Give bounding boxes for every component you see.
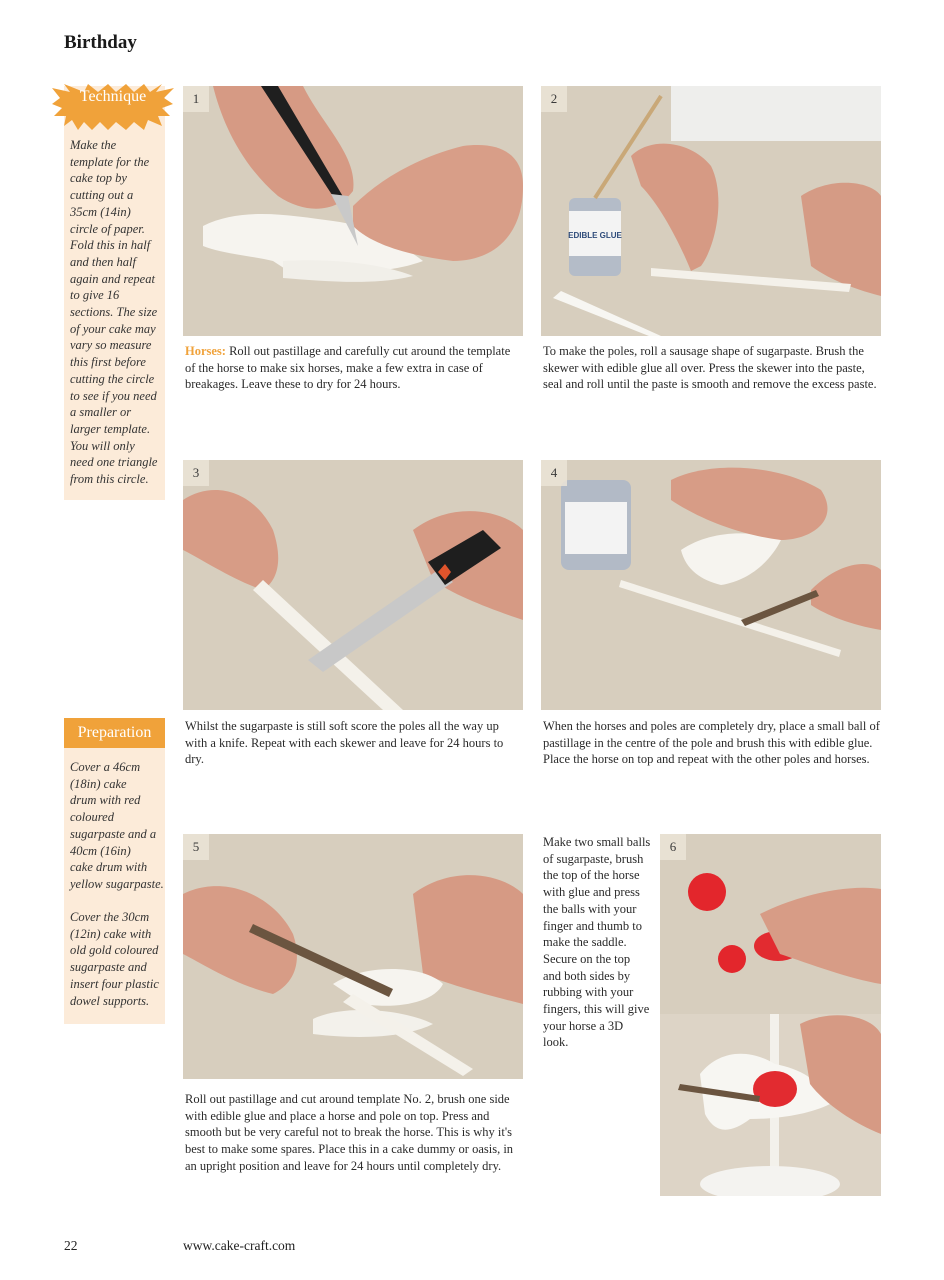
- step-1-number: 1: [183, 86, 209, 112]
- step-1-photo: [183, 86, 523, 336]
- step-2-photo: [541, 86, 881, 336]
- page-number: 22: [64, 1238, 78, 1253]
- step-4-number: 4: [541, 460, 567, 486]
- step-3-photo: [183, 460, 523, 710]
- step-4-photo: [541, 460, 881, 710]
- step-5-caption: Roll out pastillage and cut around template No. 2, brush one side with edible glue and place a horse and pole on top. Press and smooth but be very careful not to break the horse. This is why it's best to make some spares. Place this in a cake dummy or oasis, in an upright position and leave for 24 hours until completely dry.: [185, 1092, 514, 1173]
- technique-label: Technique: [79, 88, 147, 105]
- step-5-number: 5: [183, 834, 209, 860]
- step-1-caption: [185, 343, 523, 393]
- preparation-header: Preparation: [64, 718, 165, 748]
- step-4-caption: When the horses and poles are completely dry, place a small ball of pastillage in the centre of the pole and brush this with edible glue. Place the horse on top and repeat with the other poles and horses.: [543, 719, 880, 767]
- step-6-caption: Make two small balls of sugarpaste, brush the top of the horse with glue and press the balls with your finger and thumb to make the saddle. Secure on the top and both sides by rubbing with your fingers, this will give your horse a 3D look.: [543, 835, 651, 1050]
- step-1-caption-text: Roll out pastillage and carefully cut around the template of the horse to make six horses, make a few extra in case of breakages. Leave these to dry for 24 hours.: [185, 344, 511, 392]
- preparation-text-2: Cover the 30cm (12in) cake with old gold coloured sugarpaste and insert four plastic dowel supports.: [70, 910, 159, 1008]
- step-6-photo: [660, 834, 881, 1196]
- step-2-caption: To make the poles, roll a sausage shape of sugarpaste. Brush the skewer with edible glue all over. Press the skewer into the paste, seal and roll until the paste is smooth and remove the excess paste.: [543, 344, 877, 392]
- preparation-text-1: Cover a 46cm (18in) cake drum with red coloured sugarpaste and a 40cm (16in) cake drum with yellow sugarpaste.: [70, 760, 164, 891]
- step-1-highlight: Horses:: [185, 344, 226, 358]
- website-link[interactable]: www.cake-craft.com: [183, 1238, 296, 1253]
- page-section-title: Birthday: [64, 32, 137, 53]
- step-5-photo: [183, 834, 523, 1079]
- step-3-caption: Whilst the sugarpaste is still soft score the poles all the way up with a knife. Repeat with each skewer and leave for 24 hours to dry.: [185, 719, 504, 767]
- glue-jar-label: EDIBLE GLUE: [568, 231, 622, 240]
- step-6-number: 6: [660, 834, 686, 860]
- step-3-number: 3: [183, 460, 209, 486]
- technique-text: Make the template for the cake top by cutting out a 35cm (14in) circle of paper. Fold this in half and then half again and repeat to give 16 sections. The size of your cake may vary so measure this first before cutting the circle to see if you need a smaller or larger template. You will only need one triangle from this circle.: [70, 138, 158, 487]
- step-2-number: 2: [541, 86, 567, 112]
